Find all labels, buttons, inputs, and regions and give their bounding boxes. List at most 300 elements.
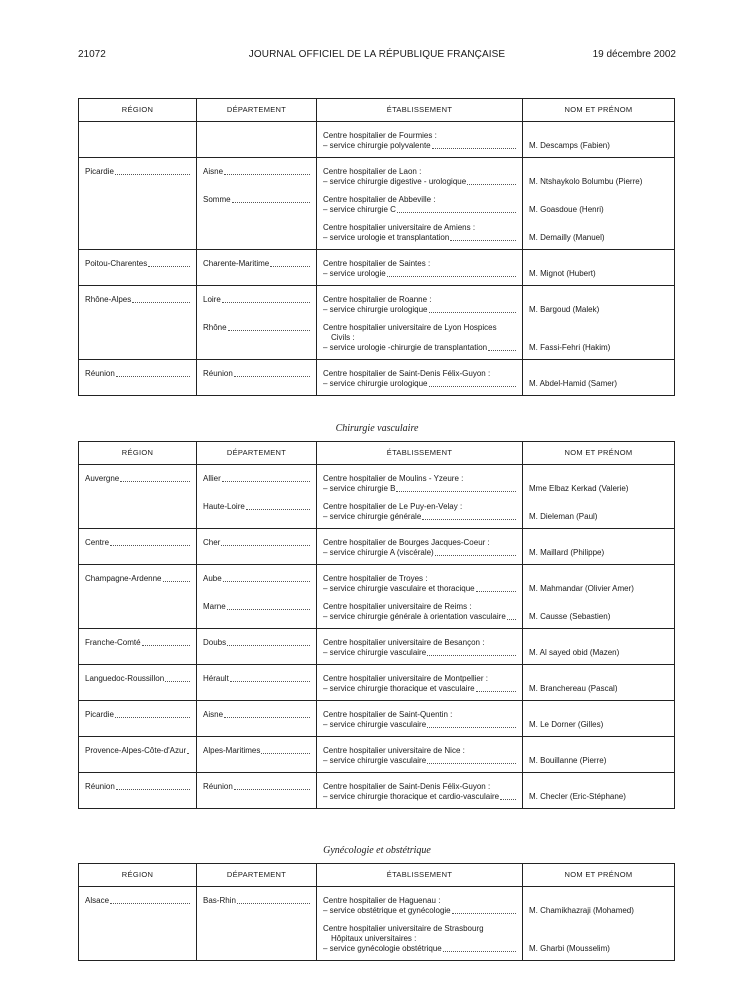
service-line bbox=[323, 233, 516, 243]
dept-block bbox=[203, 195, 310, 215]
issue-date: 19 décembre 2002 bbox=[592, 49, 676, 60]
name-block bbox=[529, 195, 668, 215]
region-cell bbox=[79, 250, 197, 286]
etab-wrap bbox=[323, 158, 516, 249]
region-wrap bbox=[85, 360, 190, 385]
region-label bbox=[85, 746, 190, 756]
dept-block bbox=[203, 574, 310, 594]
name-block bbox=[529, 223, 668, 243]
departement-label-text: Réunion bbox=[203, 782, 233, 791]
person-name: M. Descamps (Fabien) bbox=[529, 141, 610, 150]
nom-cell bbox=[523, 250, 675, 286]
dot-leader bbox=[224, 710, 310, 718]
departement-label-text: Marne bbox=[203, 602, 226, 611]
name-wrap bbox=[529, 701, 668, 736]
service-line-text: – service urologie et transplantation bbox=[323, 233, 450, 242]
nom-cell bbox=[523, 773, 675, 809]
table-row bbox=[79, 250, 675, 286]
name-spacer bbox=[529, 259, 668, 269]
dept-block bbox=[203, 924, 310, 954]
name-block bbox=[529, 167, 668, 187]
region-cell bbox=[79, 737, 197, 773]
dot-leader bbox=[221, 538, 310, 546]
etab-wrap bbox=[323, 286, 516, 359]
name-spacer bbox=[529, 323, 668, 343]
col-header-region: RÉGION bbox=[79, 442, 197, 465]
dept-wrap bbox=[203, 629, 310, 664]
dot-leader bbox=[163, 574, 191, 582]
region-label bbox=[85, 259, 190, 269]
dot-leader bbox=[132, 295, 190, 303]
header-row bbox=[79, 864, 675, 887]
departement-cell bbox=[197, 629, 317, 665]
etab-wrap bbox=[323, 737, 516, 772]
dept-block bbox=[203, 896, 310, 916]
vascular-surgery-table bbox=[78, 441, 675, 809]
dot-leader bbox=[396, 484, 516, 492]
dept-block bbox=[203, 131, 310, 151]
name-wrap bbox=[529, 565, 668, 628]
departement-label bbox=[203, 602, 310, 612]
region-wrap bbox=[85, 737, 190, 762]
col-header-etablissement: ÉTABLISSEMENT bbox=[317, 99, 523, 122]
establishment-name: Centre hospitalier universitaire de Lyon Hospices bbox=[323, 323, 497, 332]
dept-wrap bbox=[203, 737, 310, 772]
table-row bbox=[79, 465, 675, 529]
departement-label-text: Cher bbox=[203, 538, 221, 547]
journal-title: JOURNAL OFFICIEL DE LA RÉPUBLIQUE FRANÇAISE bbox=[248, 49, 506, 60]
nom-cell bbox=[523, 665, 675, 701]
establishment-name: Centre hospitalier de Saint-Denis Félix-Guyon : bbox=[323, 369, 491, 378]
service-line bbox=[323, 269, 516, 279]
etab-wrap bbox=[323, 465, 516, 528]
nom-cell bbox=[523, 887, 675, 961]
name-block bbox=[529, 896, 668, 916]
name-block bbox=[529, 502, 668, 522]
establishment-name: Centre hospitalier universitaire de Strasbourg bbox=[323, 924, 484, 933]
etab-wrap bbox=[323, 360, 516, 395]
person-name: M. Demailly (Manuel) bbox=[529, 233, 605, 242]
establishment-name: Centre hospitalier de Le Puy-en-Velay : bbox=[323, 502, 463, 511]
person-name: M. Goasdoue (Henri) bbox=[529, 205, 604, 214]
etablissement-cell bbox=[317, 565, 523, 629]
establishment-block bbox=[323, 502, 516, 522]
departement-cell bbox=[197, 701, 317, 737]
table-row bbox=[79, 773, 675, 809]
etablissement-cell bbox=[317, 887, 523, 961]
dept-block bbox=[203, 223, 310, 243]
etablissement-cell bbox=[317, 360, 523, 396]
dept-block bbox=[203, 502, 310, 522]
region-label bbox=[85, 167, 190, 177]
service-line-text: – service chirurgie générale bbox=[323, 512, 422, 521]
etab-wrap bbox=[323, 529, 516, 564]
etab-wrap bbox=[323, 250, 516, 285]
departement-label-text: Aube bbox=[203, 574, 222, 583]
service-line bbox=[323, 684, 516, 694]
establishment-name: Centre hospitalier de Saint-Denis Félix-Guyon : bbox=[323, 782, 491, 791]
dept-wrap bbox=[203, 701, 310, 736]
departement-cell bbox=[197, 887, 317, 961]
service-line bbox=[323, 792, 516, 802]
page-header bbox=[78, 48, 676, 62]
name-spacer bbox=[529, 167, 668, 177]
establishment-block bbox=[323, 638, 516, 658]
region-label-text: Franche-Comté bbox=[85, 638, 141, 647]
person-name: M. Abdel-Hamid (Samer) bbox=[529, 379, 618, 388]
nom-cell bbox=[523, 286, 675, 360]
service-line bbox=[323, 548, 516, 558]
name-spacer bbox=[529, 896, 668, 906]
region-wrap bbox=[85, 701, 190, 726]
region-wrap bbox=[85, 529, 190, 554]
dot-leader bbox=[427, 720, 516, 728]
person-name: M. Bargoud (Malek) bbox=[529, 305, 600, 314]
service-line bbox=[323, 305, 516, 315]
region-wrap bbox=[85, 122, 190, 137]
service-line bbox=[323, 612, 516, 622]
dept-block bbox=[203, 474, 310, 494]
name-wrap bbox=[529, 360, 668, 395]
dot-leader bbox=[232, 195, 310, 203]
nom-cell bbox=[523, 360, 675, 396]
etablissement-cell bbox=[317, 286, 523, 360]
dot-leader bbox=[115, 710, 190, 718]
establishment-name: Centre hospitalier universitaire de Besançon : bbox=[323, 638, 485, 647]
name-wrap bbox=[529, 529, 668, 564]
person-name: M. Dieleman (Paul) bbox=[529, 512, 598, 521]
establishment-block bbox=[323, 474, 516, 494]
establishment-name: Hôpitaux universitaires : bbox=[331, 934, 417, 943]
dot-leader bbox=[429, 305, 517, 313]
dept-wrap bbox=[203, 773, 310, 808]
region-cell bbox=[79, 701, 197, 737]
dept-wrap bbox=[203, 565, 310, 628]
dept-wrap bbox=[203, 665, 310, 700]
dot-leader bbox=[142, 638, 190, 646]
departement-cell bbox=[197, 250, 317, 286]
region-label bbox=[85, 574, 190, 584]
service-line bbox=[323, 584, 516, 594]
region-wrap bbox=[85, 158, 190, 183]
etab-wrap bbox=[323, 665, 516, 700]
gynecology-table bbox=[78, 863, 675, 961]
dot-leader bbox=[427, 756, 516, 764]
etab-wrap bbox=[323, 629, 516, 664]
col-header-nom: NOM ET PRÉNOM bbox=[523, 442, 675, 465]
departement-label bbox=[203, 710, 310, 720]
region-label-text: Auvergne bbox=[85, 474, 120, 483]
establishment-block bbox=[323, 896, 516, 916]
name-spacer bbox=[529, 782, 668, 792]
name-spacer bbox=[529, 574, 668, 584]
departement-cell bbox=[197, 465, 317, 529]
departement-cell bbox=[197, 529, 317, 565]
establishment-block bbox=[323, 259, 516, 279]
establishment-name: Centre hospitalier universitaire de Amiens : bbox=[323, 223, 476, 232]
dot-leader bbox=[116, 369, 190, 377]
service-line-text: – service chirurgie vasculaire bbox=[323, 648, 427, 657]
departement-label-text: Aisne bbox=[203, 167, 224, 176]
table-row bbox=[79, 158, 675, 250]
dot-leader bbox=[230, 674, 310, 682]
dot-leader bbox=[443, 944, 516, 952]
region-label bbox=[85, 782, 190, 792]
establishment-name: Centre hospitalier universitaire de Reims : bbox=[323, 602, 472, 611]
table-row bbox=[79, 737, 675, 773]
departement-label bbox=[203, 538, 310, 548]
service-line-text: – service obstétrique et gynécologie bbox=[323, 906, 451, 915]
col-header-region: RÉGION bbox=[79, 864, 197, 887]
region-cell bbox=[79, 887, 197, 961]
page-number: 21072 bbox=[78, 49, 106, 60]
departement-label-text: Bas-Rhin bbox=[203, 896, 236, 905]
establishment-block bbox=[323, 195, 516, 215]
region-label bbox=[85, 710, 190, 720]
table-row bbox=[79, 529, 675, 565]
dot-leader bbox=[500, 792, 516, 800]
person-name: M. Al sayed obid (Mazen) bbox=[529, 648, 620, 657]
name-block bbox=[529, 638, 668, 658]
establishment-block bbox=[323, 782, 516, 802]
dot-leader bbox=[115, 167, 190, 175]
etab-wrap bbox=[323, 701, 516, 736]
dot-leader bbox=[165, 674, 190, 682]
departement-label-text: Aisne bbox=[203, 710, 224, 719]
dot-leader bbox=[110, 538, 190, 546]
name-wrap bbox=[529, 250, 668, 285]
name-wrap bbox=[529, 465, 668, 528]
establishment-block bbox=[323, 746, 516, 766]
name-spacer bbox=[529, 474, 668, 484]
establishment-name: Centre hospitalier de Roanne : bbox=[323, 295, 432, 304]
departement-label bbox=[203, 167, 310, 177]
name-block bbox=[529, 602, 668, 622]
etablissement-cell bbox=[317, 122, 523, 158]
departement-label bbox=[203, 295, 310, 305]
departement-cell bbox=[197, 286, 317, 360]
nom-cell bbox=[523, 701, 675, 737]
col-header-departement: DÉPARTEMENT bbox=[197, 99, 317, 122]
person-name: M. Ntshaykolo Bolumbu (Pierre) bbox=[529, 177, 643, 186]
region-cell bbox=[79, 122, 197, 158]
name-block bbox=[529, 674, 668, 694]
service-line-text: – service chirurgie B bbox=[323, 484, 396, 493]
table-row bbox=[79, 665, 675, 701]
departement-label bbox=[203, 782, 310, 792]
dept-wrap bbox=[203, 529, 310, 564]
establishment-name: Civils : bbox=[331, 333, 355, 342]
person-name: M. Chamikhazraji (Mohamed) bbox=[529, 906, 634, 915]
dot-leader bbox=[227, 602, 310, 610]
departement-label bbox=[203, 323, 310, 333]
service-line bbox=[323, 512, 516, 522]
dot-leader bbox=[228, 323, 310, 331]
name-spacer bbox=[529, 746, 668, 756]
region-wrap bbox=[85, 465, 190, 490]
departement-label bbox=[203, 746, 310, 756]
service-line-text: – service chirurgie vasculaire bbox=[323, 720, 427, 729]
departement-label bbox=[203, 638, 310, 648]
service-line bbox=[323, 648, 516, 658]
name-wrap bbox=[529, 887, 668, 960]
dept-wrap bbox=[203, 286, 310, 359]
region-label bbox=[85, 295, 190, 305]
person-name: Mme Elbaz Kerkad (Valerie) bbox=[529, 484, 629, 493]
departement-cell bbox=[197, 360, 317, 396]
col-header-nom: NOM ET PRÉNOM bbox=[523, 99, 675, 122]
etablissement-cell bbox=[317, 250, 523, 286]
nom-cell bbox=[523, 122, 675, 158]
dept-block bbox=[203, 782, 310, 802]
region-cell bbox=[79, 465, 197, 529]
name-wrap bbox=[529, 773, 668, 808]
dot-leader bbox=[222, 295, 310, 303]
dept-wrap bbox=[203, 360, 310, 395]
etablissement-cell bbox=[317, 529, 523, 565]
table-row bbox=[79, 122, 675, 158]
dot-leader bbox=[116, 782, 190, 790]
etablissement-cell bbox=[317, 465, 523, 529]
departement-label bbox=[203, 259, 310, 269]
name-block bbox=[529, 538, 668, 558]
table-row bbox=[79, 360, 675, 396]
person-name: M. Checler (Eric-Stéphane) bbox=[529, 792, 626, 801]
dot-leader bbox=[476, 684, 516, 692]
dot-leader bbox=[450, 233, 516, 241]
etablissement-cell bbox=[317, 701, 523, 737]
dot-leader bbox=[422, 512, 516, 520]
dept-block bbox=[203, 746, 310, 766]
person-name: M. Mahmandar (Olivier Amer) bbox=[529, 584, 634, 593]
dot-leader bbox=[234, 782, 310, 790]
urology-table bbox=[78, 98, 675, 396]
dot-leader bbox=[224, 167, 310, 175]
name-spacer bbox=[529, 502, 668, 512]
establishment-block bbox=[323, 295, 516, 315]
departement-label bbox=[203, 474, 310, 484]
departement-label bbox=[203, 896, 310, 906]
region-label bbox=[85, 638, 190, 648]
name-spacer bbox=[529, 195, 668, 205]
departement-cell bbox=[197, 565, 317, 629]
dot-leader bbox=[246, 502, 310, 510]
region-wrap bbox=[85, 665, 190, 690]
person-name: M. Causse (Sebastien) bbox=[529, 612, 611, 621]
header-row bbox=[79, 442, 675, 465]
establishment-block bbox=[323, 323, 516, 353]
establishment-block bbox=[323, 167, 516, 187]
dot-leader bbox=[120, 474, 190, 482]
region-label-text: Picardie bbox=[85, 167, 114, 176]
departement-label-text: Charente-Maritime bbox=[203, 259, 270, 268]
name-wrap bbox=[529, 629, 668, 664]
dept-block bbox=[203, 674, 310, 694]
etab-wrap bbox=[323, 565, 516, 628]
dot-leader bbox=[187, 746, 190, 754]
name-spacer bbox=[529, 538, 668, 548]
dot-leader bbox=[222, 474, 310, 482]
service-line bbox=[323, 756, 516, 766]
dot-leader bbox=[223, 574, 310, 582]
dept-wrap bbox=[203, 250, 310, 285]
dot-leader bbox=[387, 269, 516, 277]
region-cell bbox=[79, 629, 197, 665]
person-name: M. Bouillanne (Pierre) bbox=[529, 756, 607, 765]
region-wrap bbox=[85, 565, 190, 590]
dept-block bbox=[203, 259, 310, 279]
departement-label-text: Réunion bbox=[203, 369, 233, 378]
dot-leader bbox=[432, 141, 516, 149]
region-label-text: Poitou-Charentes bbox=[85, 259, 148, 268]
service-line bbox=[323, 177, 516, 187]
dot-leader bbox=[234, 369, 310, 377]
establishment-name: Centre hospitalier de Fourmies : bbox=[323, 131, 437, 140]
departement-label bbox=[203, 674, 310, 684]
name-spacer bbox=[529, 710, 668, 720]
col-header-etablissement: ÉTABLISSEMENT bbox=[317, 442, 523, 465]
establishment-block bbox=[323, 538, 516, 558]
dept-block bbox=[203, 323, 310, 353]
name-spacer bbox=[529, 602, 668, 612]
establishment-name: Centre hospitalier de Troyes : bbox=[323, 574, 428, 583]
person-name: M. Mignot (Hubert) bbox=[529, 269, 596, 278]
dept-block bbox=[203, 538, 310, 558]
departement-cell bbox=[197, 122, 317, 158]
region-label-text: Réunion bbox=[85, 369, 115, 378]
dept-wrap bbox=[203, 158, 310, 249]
person-name: M. Branchereau (Pascal) bbox=[529, 684, 618, 693]
establishment-block bbox=[323, 574, 516, 594]
name-spacer bbox=[529, 638, 668, 648]
dot-leader bbox=[397, 205, 516, 213]
service-line-text: – service chirurgie C bbox=[323, 205, 396, 214]
dot-leader bbox=[452, 906, 516, 914]
dot-leader bbox=[427, 648, 516, 656]
section-title-vascular-surgery: Chirurgie vasculaire bbox=[335, 423, 419, 434]
name-wrap bbox=[529, 286, 668, 359]
departement-label bbox=[203, 195, 310, 205]
etablissement-cell bbox=[317, 773, 523, 809]
name-spacer bbox=[529, 295, 668, 305]
person-name: M. Maillard (Philippe) bbox=[529, 548, 605, 557]
establishment-name: Centre hospitalier de Moulins - Yzeure : bbox=[323, 474, 464, 483]
region-cell bbox=[79, 665, 197, 701]
departement-cell bbox=[197, 665, 317, 701]
establishment-block bbox=[323, 131, 516, 151]
name-block bbox=[529, 295, 668, 315]
person-name: M. Gharbi (Mousselim) bbox=[529, 944, 610, 953]
etab-wrap bbox=[323, 773, 516, 808]
name-spacer bbox=[529, 131, 668, 141]
etab-wrap bbox=[323, 122, 516, 157]
dot-leader bbox=[435, 548, 516, 556]
establishment-name: Centre hospitalier de Saint-Quentin : bbox=[323, 710, 453, 719]
service-line bbox=[323, 205, 516, 215]
establishment-block bbox=[323, 674, 516, 694]
establishment-block bbox=[323, 924, 516, 954]
region-label bbox=[85, 369, 190, 379]
section-title-gynecology: Gynécologie et obstétrique bbox=[323, 845, 431, 856]
service-line-text: – service chirurgie vasculaire et thoracique bbox=[323, 584, 475, 593]
departement-cell bbox=[197, 737, 317, 773]
region-wrap bbox=[85, 250, 190, 275]
service-line-text: – service chirurgie urologique bbox=[323, 379, 428, 388]
departement-label-text: Hérault bbox=[203, 674, 229, 683]
service-line bbox=[323, 484, 516, 494]
table-row bbox=[79, 629, 675, 665]
name-spacer bbox=[529, 369, 668, 379]
